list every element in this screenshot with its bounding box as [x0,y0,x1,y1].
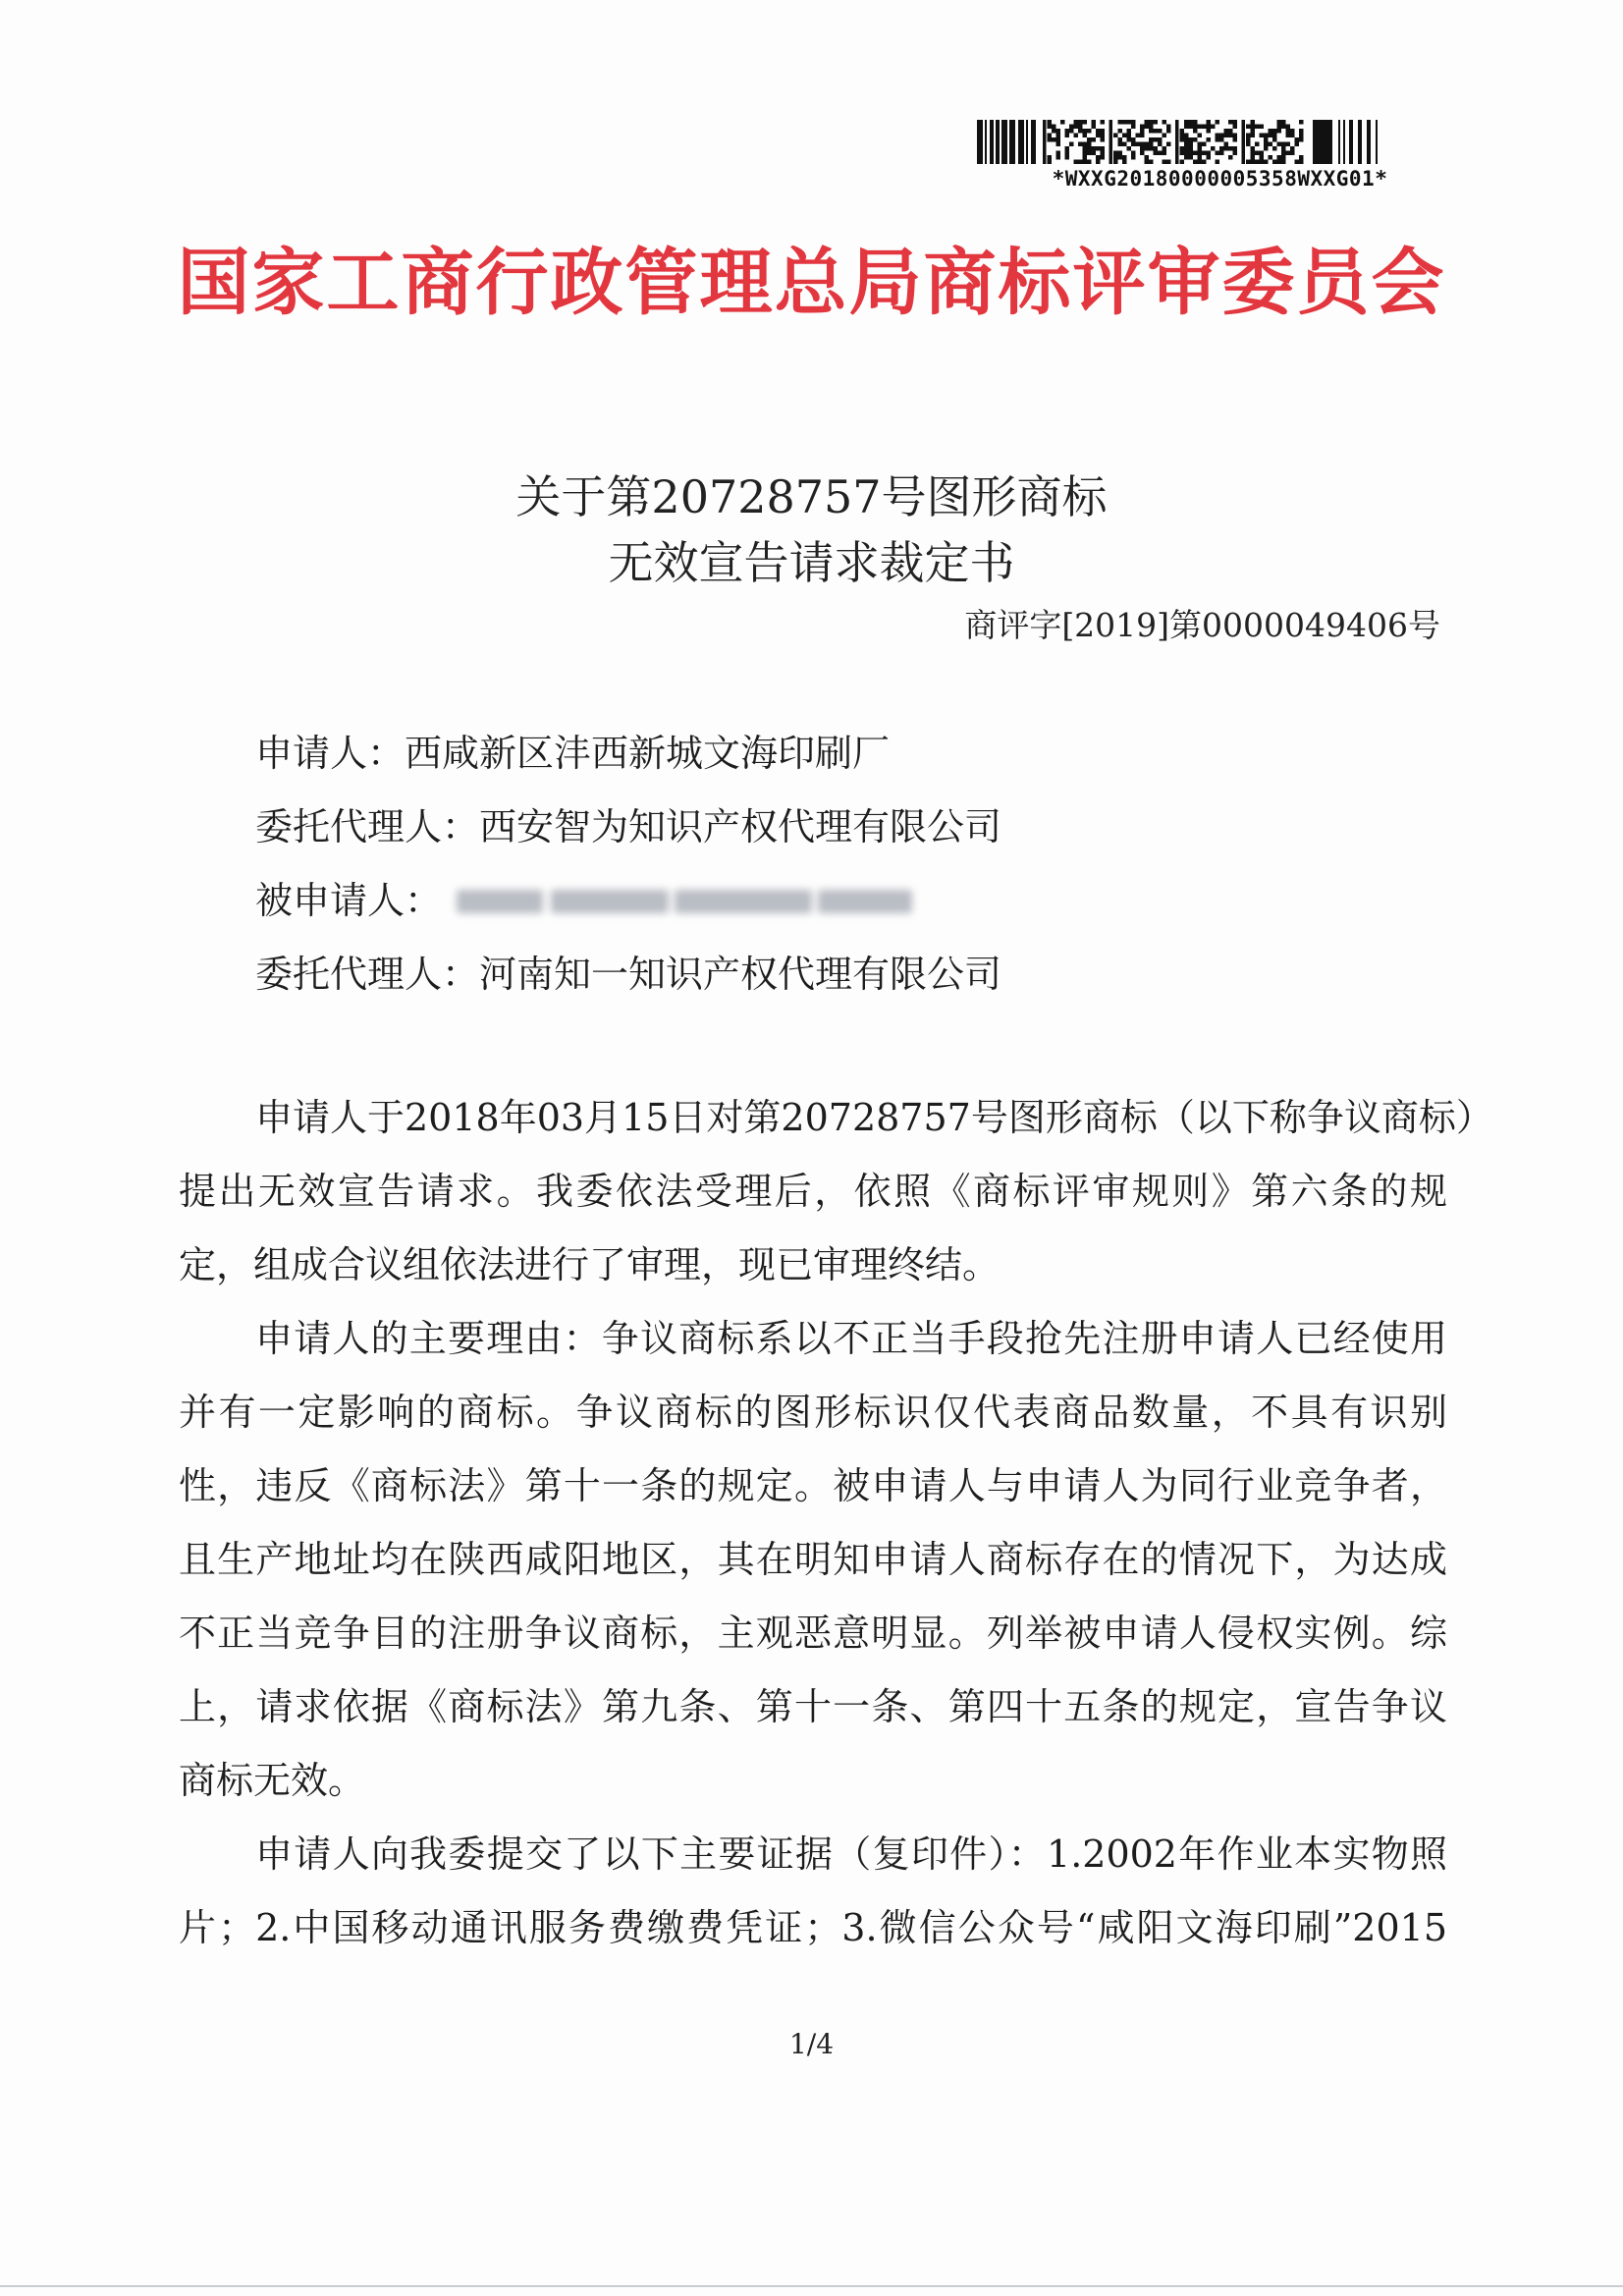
party-respondent-agent [255,938,1447,1011]
document-title-line-1: 关于第20728757号图形商标 [515,470,1108,523]
party-label: 委托代理人： [255,805,480,848]
document-title-line-2: 无效宣告请求裁定书 [608,536,1015,589]
party-value: 西咸新区沣西新城文海印刷厂 [405,732,891,775]
party-label: 委托代理人： [255,953,480,996]
body-line: 性，违反《商标法》第十一条的规定。被申请人与申请人为同行业竞争者， [179,1464,1447,1507]
body-line: 并有一定影响的商标。争议商标的图形标识仅代表商品数量，不具有识别 [179,1391,1447,1434]
party-applicant-agent [255,791,1447,864]
page-number: 1/4 [788,2028,835,2060]
organization-header: 国家工商行政管理总局商标评审委员会 [177,241,1446,325]
case-number: 商评字[2019]第0000049406号 [964,606,1440,644]
ruling-body [179,1081,1493,1965]
barcode-bars [977,120,1378,164]
body-line: 申请人于2018年03月15日对第20728757号图形商标（以下称争议商标） [255,1096,1493,1139]
party-value: 西安智为知识产权代理有限公司 [479,805,1002,848]
barcode-number: *WXXG20180000005358WXXG01* [1052,167,1388,191]
body-line: 且生产地址均在陕西咸阳地区，其在明知申请人商标存在的情况下，为达成 [179,1538,1447,1581]
party-label: 被申请人： [255,879,443,922]
body-line: 上，请求依据《商标法》第九条、第十一条、第四十五条的规定，宣告争议 [179,1685,1447,1728]
body-line: 商标无效。 [179,1759,366,1802]
redacted-respondent-name [457,881,918,922]
parties-block [255,717,1447,1011]
body-line: 片；2.中国移动通讯服务费缴费凭证；3.微信公众号“咸阳文海印刷”2015 [179,1906,1447,1949]
body-line: 不正当竞争目的注册争议商标，主观恶意明显。列举被申请人侵权实例。综 [179,1612,1447,1655]
body-line: 提出无效宣告请求。我委依法受理后，依照《商标评审规则》第六条的规 [179,1170,1447,1213]
barcode [977,120,1381,164]
body-line: 申请人的主要理由：争议商标系以不正当手段抢先注册申请人已经使用 [255,1317,1447,1360]
body-line: 定，组成合议组依法进行了审理，现已审理终结。 [179,1243,1001,1286]
party-label: 申请人： [255,732,406,775]
party-applicant [255,717,1447,791]
party-value: 河南知一知识产权代理有限公司 [479,953,1002,996]
scan-edge-line [0,2285,1623,2287]
body-line: 申请人向我委提交了以下主要证据（复印件）：1.2002年作业本实物照 [255,1832,1447,1876]
party-respondent [255,864,1447,938]
